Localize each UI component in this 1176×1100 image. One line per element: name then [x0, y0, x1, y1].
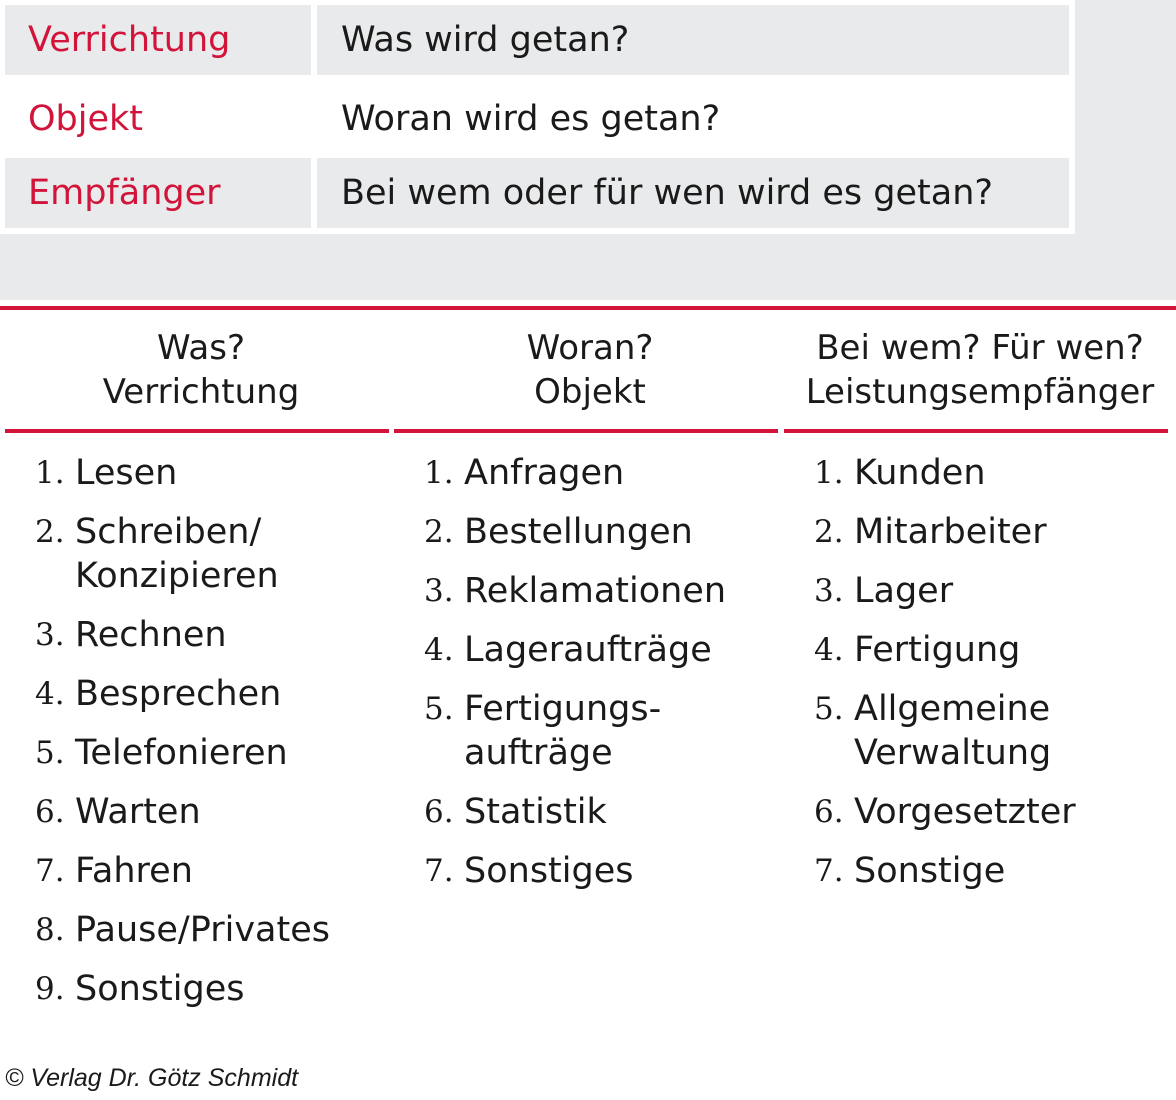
column-header-line: Was?: [156, 328, 246, 368]
column-header-objekt: [394, 326, 786, 414]
list-item-line: Kunden: [854, 453, 986, 493]
definition-meaning: Bei wem oder für wen wird es getan?: [317, 158, 1069, 228]
list-item-number: 4.: [35, 676, 65, 712]
definition-row-objekt: [5, 84, 1069, 154]
list-item-text: [75, 672, 281, 716]
list-item-line: Fahren: [75, 851, 193, 891]
list-item-text: [75, 849, 193, 893]
list-item: [35, 731, 330, 775]
list-item-number: 9.: [35, 971, 65, 1007]
list-item: [424, 451, 726, 495]
list-item-text: [464, 569, 726, 613]
list-item: [35, 672, 330, 716]
list-item-text: [464, 628, 712, 672]
list-item-line: Konzipieren: [75, 556, 279, 596]
list-item-number: 3.: [424, 573, 454, 609]
definition-term: Empfänger: [5, 158, 311, 228]
list-verrichtung: [35, 451, 330, 1026]
list-item-number: 1.: [35, 455, 65, 491]
list-objekt: [424, 451, 726, 908]
list-item-text: [854, 790, 1076, 834]
list-item-line: Vorgesetzter: [854, 792, 1076, 832]
list-item-line: Allgemeine: [854, 689, 1051, 729]
column-header-line: Objekt: [534, 372, 646, 412]
column-header-line: Bei wem? Für wen?: [816, 328, 1144, 368]
list-item-line: Statistik: [464, 792, 607, 832]
list-item-line: Fertigungs-: [464, 689, 662, 729]
list-item-number: 2.: [814, 514, 844, 550]
list-item-number: 8.: [35, 912, 65, 948]
list-item-number: 7.: [424, 853, 454, 889]
list-item-line: Rechnen: [75, 615, 227, 655]
list-item: [814, 569, 1076, 613]
definition-meaning: Woran wird es getan?: [341, 99, 721, 139]
definition-term: Objekt: [28, 99, 144, 139]
list-item-number: 5.: [424, 691, 454, 727]
list-item-text: [75, 613, 227, 657]
list-item-line: Anfragen: [464, 453, 625, 493]
list-item: [814, 628, 1076, 672]
list-item: [814, 790, 1076, 834]
list-item-text: [464, 790, 607, 834]
list-item: [814, 510, 1076, 554]
list-item-line: Sonstiges: [464, 851, 634, 891]
definition-row-verrichtung: [5, 5, 1069, 75]
list-item: [35, 790, 330, 834]
list-item-line: Lesen: [75, 453, 178, 493]
list-item-number: 3.: [814, 573, 844, 609]
column-header-line: Woran?: [526, 328, 654, 368]
list-item: [424, 628, 726, 672]
list-item-line: Bestellungen: [464, 512, 693, 552]
list-item-line: Warten: [75, 792, 201, 832]
list-item: [35, 849, 330, 893]
list-item: [424, 687, 726, 775]
column-header-line: Leistungsempfänger: [805, 372, 1155, 412]
list-item: [814, 849, 1076, 893]
list-item-number: 6.: [814, 794, 844, 830]
list-item-text: [464, 687, 661, 775]
definition-meaning: Was wird getan?: [317, 5, 1069, 75]
list-item: [35, 908, 330, 952]
list-item: [814, 687, 1076, 775]
list-item: [424, 849, 726, 893]
list-item: [814, 451, 1076, 495]
list-item-text: [854, 569, 953, 613]
copyright-notice: © Verlag Dr. Götz Schmidt: [5, 1064, 299, 1092]
list-item-text: [854, 451, 986, 495]
list-item-text: [75, 510, 279, 598]
list-item-number: 2.: [424, 514, 454, 550]
list-item-line: Pause/Privates: [75, 910, 330, 950]
list-item-number: 7.: [35, 853, 65, 889]
list-item: [35, 451, 330, 495]
definition-row-empfaenger: [5, 158, 1069, 228]
list-item-text: [75, 731, 288, 775]
list-item-line: Sonstige: [854, 851, 1006, 891]
list-item-line: Fertigung: [854, 630, 1021, 670]
list-item-line: Mitarbeiter: [854, 512, 1047, 552]
definition-term: Verrichtung: [5, 5, 311, 75]
list-item-number: 1.: [424, 455, 454, 491]
list-item: [424, 510, 726, 554]
list-item-line: Telefonieren: [75, 733, 288, 773]
list-item: [424, 790, 726, 834]
list-item-text: [854, 510, 1047, 554]
list-item-number: 2.: [35, 514, 65, 550]
list-item-line: Besprechen: [75, 674, 282, 714]
list-item-text: [464, 510, 693, 554]
list-item-number: 4.: [424, 632, 454, 668]
list-item-number: 3.: [35, 617, 65, 653]
list-item-line: Lager: [854, 571, 954, 611]
list-item-text: [75, 451, 177, 495]
header-rule-col2: [394, 429, 778, 433]
list-item-text: [75, 790, 201, 834]
list-item: [35, 967, 330, 1011]
list-item: [35, 510, 330, 598]
list-item-number: 7.: [814, 853, 844, 889]
list-item-line: Schreiben/: [75, 512, 262, 552]
list-empfaenger: [814, 451, 1076, 908]
list-item-text: [854, 687, 1051, 775]
list-item-number: 6.: [35, 794, 65, 830]
list-item-text: [464, 451, 624, 495]
top-rule: [0, 306, 1176, 310]
list-item-line: Verwaltung: [854, 733, 1052, 773]
list-item-number: 1.: [814, 455, 844, 491]
column-header-line: Verrichtung: [102, 372, 300, 412]
definition-table: [0, 0, 1075, 234]
list-item-line: aufträge: [464, 733, 613, 773]
list-item-line: Lageraufträge: [464, 630, 712, 670]
list-item-number: 6.: [424, 794, 454, 830]
list-item-text: [75, 967, 244, 1011]
list-item: [35, 613, 330, 657]
list-item-line: Sonstiges: [75, 969, 245, 1009]
list-item-number: 5.: [35, 735, 65, 771]
header-rule-col3: [784, 429, 1168, 433]
list-item-line: Reklamationen: [464, 571, 727, 611]
column-header-verrichtung: [5, 326, 397, 414]
list-item: [424, 569, 726, 613]
list-item-number: 4.: [814, 632, 844, 668]
definition-panel: [0, 0, 1176, 300]
header-rule-col1: [5, 429, 389, 433]
list-item-number: 5.: [814, 691, 844, 727]
list-item-text: [854, 849, 1005, 893]
list-item-text: [854, 628, 1020, 672]
list-item-text: [464, 849, 633, 893]
list-item-text: [75, 908, 330, 952]
column-header-empfaenger: [784, 326, 1176, 414]
